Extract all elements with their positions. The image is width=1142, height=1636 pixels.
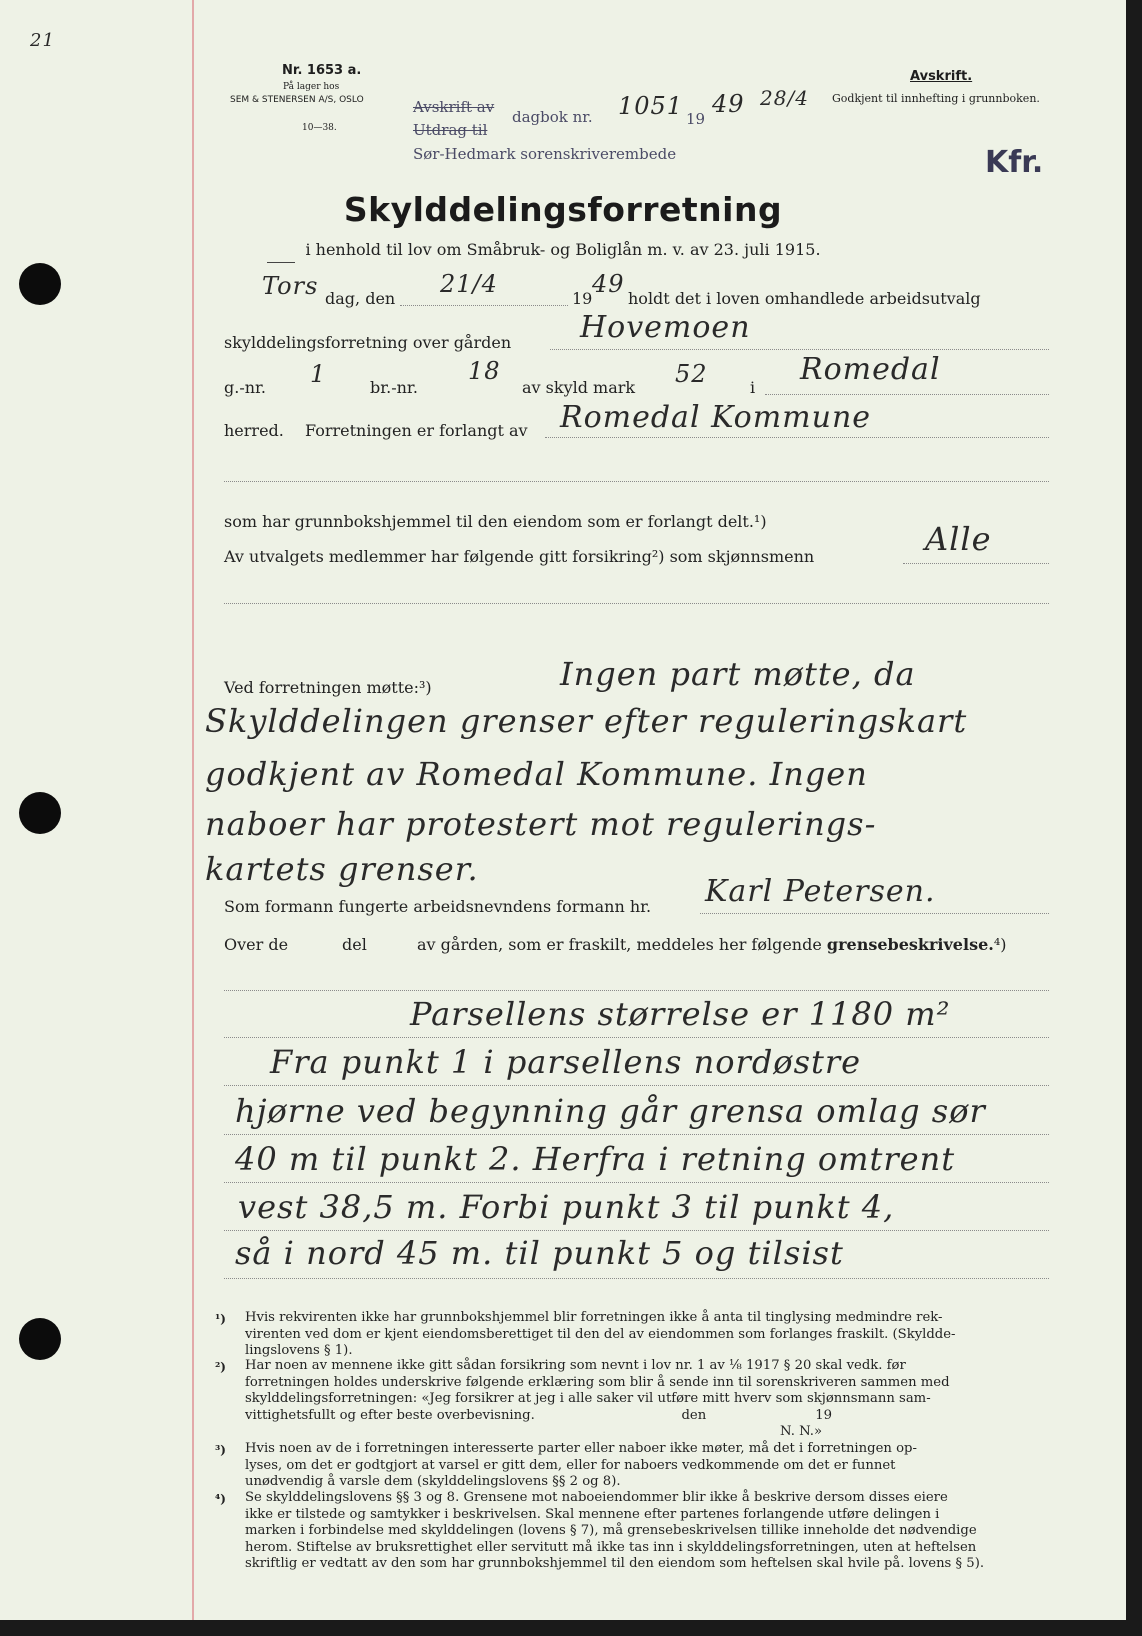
skyld-label: av skyld mark (522, 378, 636, 397)
footnote-3-line-3: unødvendig å varsle dem (skylddelingslovens §§ 2 og 8). (245, 1474, 621, 1489)
printer-line1: På lager hos (283, 82, 340, 92)
grense-hand-line-3: hjørne ved begynning går grensa omlag sør (235, 1092, 986, 1130)
holdt-label: holdt det i loven omhandlede arbeidsutvalg (628, 289, 981, 308)
brnr-value: 18 (468, 357, 501, 385)
stamp-utdrag: Utdrag til (413, 121, 488, 139)
document-title: Skylddelingsforretning (343, 190, 783, 229)
gnr-label: g.-nr. (224, 378, 267, 397)
blank-line-2 (224, 603, 1049, 604)
footnote-2 (245, 1358, 1035, 1441)
footnote-3-num: ³) (215, 1443, 226, 1457)
footnote-1-line-3: lingslovens § 1). (245, 1343, 353, 1358)
grensebeskrivelse-label: grensebeskrivelse. (826, 935, 994, 954)
avskrift-note: Godkjent til innhefting i grunnboken. (832, 92, 1040, 105)
motte-hand-line-3: godkjent av Romedal Kommune. Ingen (205, 755, 868, 793)
grense-line-3 (224, 1134, 1049, 1135)
avskrift-label: Avskrift. (910, 69, 973, 84)
blank-line-3 (224, 990, 1049, 991)
motte-label: Ved forretningen møtte:³) (224, 678, 432, 697)
footnote-2-nn: N. N.» (780, 1424, 823, 1439)
formann-line (700, 913, 1049, 914)
footnote-2-line-4: vittighetsfullt og efter beste overbevisning. den 19 (245, 1407, 833, 1423)
farm-line (550, 349, 1049, 350)
footnote-3-line-1: Hvis noen av de i forretningen interesserte parter eller naboer ikke møter, må det i forretningen op- (245, 1441, 917, 1456)
footnote-1-line-2: virenten ved dom er kjent eiendomsberettiget til den del av eiendommen som forlanges fraskilt. (Skyldde- (245, 1326, 956, 1342)
utvalgets-label: Av utvalgets medlemmer har følgende gitt forsikring²) som skjønnsmenn (224, 547, 815, 566)
dagbok-number: 1051 (618, 92, 684, 120)
herred-hand: Romedal (800, 352, 941, 387)
punch-hole-top (19, 263, 61, 305)
stamp-avskrift-av: Avskrift av (413, 98, 495, 116)
grense-line-6 (224, 1278, 1049, 1279)
printer-line2: SEM & STENERSEN A/S, OSLO (230, 95, 364, 105)
stamp-dagbok: dagbok nr. (512, 108, 593, 126)
page-mark: 21 (30, 30, 55, 51)
farm-name-hand: Hovemoen (580, 310, 751, 345)
document-subtitle: i henhold til lov om Småbruk- og Boliglån m. v. av 23. juli 1915. (305, 240, 821, 259)
grunnbok-label: som har grunnbokshjemmel til den eiendom som er forlangt delt.¹) (224, 512, 767, 531)
over-garden-label: skylddelingsforretning over gården (224, 333, 512, 352)
i-label: i (750, 378, 756, 397)
skyld-value: 52 (675, 360, 708, 388)
footnote-4-line-1: Se skylddelingslovens §§ 3 og 8. Grensene mot naboeiendommer blir ikke å beskrive dersom disses eiere (245, 1490, 948, 1505)
motte-hand-line-5: kartets grenser. (205, 850, 479, 888)
motte-hand-line-2: Skylddelingen grenser efter reguleringskart (205, 702, 968, 740)
grense-line-1 (224, 1037, 1049, 1038)
grense-hand-line-4: 40 m til punkt 2. Herfra i retning omtrent (235, 1140, 956, 1178)
dagbok-year: 49 (712, 90, 745, 118)
grense-line-2 (224, 1085, 1049, 1086)
grense-hand-line-2: Fra punkt 1 i parsellens nordøstre (270, 1043, 862, 1081)
fraskilt-text: av gården, som er fraskilt, meddeles her følgende (417, 935, 822, 954)
footnote-2-line-2: forretningen holdes underskrive følgende erklæring som blir å sende inn til sorenskriveren sammen med (245, 1374, 950, 1390)
over-de-label: Over de (224, 935, 289, 954)
stamp-court: Sør-Hedmark sorenskriverembede (413, 145, 677, 163)
grense-hand-line-5: vest 38,5 m. Forbi punkt 3 til punkt 4, (238, 1188, 895, 1226)
footnote-1 (245, 1310, 1035, 1360)
printer-date: 10—38. (302, 123, 337, 133)
date-hand: 21/4 (440, 270, 498, 298)
gnr-value: 1 (310, 360, 327, 388)
forlangt-hand: Romedal Kommune (560, 400, 872, 435)
dag-den-label: dag, den (325, 289, 396, 308)
fraskilt-label (417, 935, 1006, 954)
footnote-3-line-2: lyses, om det er godtgjort at varsel er gitt dem, eller for naboers vedkommende om det er funnet (245, 1457, 896, 1473)
year-hand: 49 (592, 270, 625, 298)
blank-line-1 (224, 481, 1049, 482)
footnote-4-line-4: herom. Stiftelse av bruksrettighet eller servitutt må ikke tas inn i skylddelingsforretningen, uten at heftelsen (245, 1539, 977, 1555)
forlangt-label: Forretningen er forlangt av (305, 421, 528, 440)
kfr-stamp: Kfr. (985, 145, 1044, 180)
form-number: Nr. 1653 a. (282, 63, 362, 78)
grense-footnote-ref: ⁴) (993, 935, 1007, 954)
del-label: del (342, 935, 367, 954)
motte-hand-line-1: Ingen part møtte, da (560, 655, 916, 693)
motte-hand-line-4: naboer har protestert mot regulerings- (205, 805, 877, 843)
footnote-1-line-1: Hvis rekvirenten ikke har grunnbokshjemmel blir forretningen ikke å anta til tinglysing medmindre rek- (245, 1310, 943, 1325)
formann-label: Som formann fungerte arbeidsnevndens formann hr. (224, 897, 652, 916)
forlangt-line (545, 437, 1049, 438)
skjonnsmenn-line (903, 563, 1049, 564)
footnote-2-num: ²) (215, 1360, 226, 1374)
grense-hand-line-1: Parsellens størrelse er 1180 m² (410, 995, 951, 1033)
title-dash (267, 262, 295, 263)
footnote-4-line-3: marken i forbindelse med skylddelingen (lovens § 7), må grensebeskrivelsen tillike inneholde det nødvendige (245, 1523, 977, 1538)
herred-label: herred. (224, 421, 284, 440)
formann-hand: Karl Petersen. (705, 874, 936, 909)
stamp-year-prefix: 19 (686, 110, 706, 128)
herred-line (765, 394, 1049, 395)
punch-hole-bottom (19, 1318, 61, 1360)
grense-line-5 (224, 1230, 1049, 1231)
brnr-label: br.-nr. (370, 378, 418, 397)
footnote-2-line-1: Har noen av mennene ikke gitt sådan forsikring som nevnt i lov nr. 1 av ⅛ 1917 § 20 skal vedk. før (245, 1358, 906, 1373)
footnote-4-num: ⁴) (215, 1492, 226, 1506)
year-prefix: 19 (572, 289, 593, 308)
footnote-4-line-2: ikke er tilstede og samtykker i beskrivelsen. Skal mennene efter partenes forlangende utføre delingen i (245, 1506, 940, 1522)
skjonnsmenn-hand: Alle (925, 520, 992, 558)
dagbok-date: 28/4 (760, 86, 809, 110)
weekday-hand: Tors (262, 272, 319, 300)
footnote-1-num: ¹) (215, 1312, 226, 1326)
grense-hand-line-6: så i nord 45 m. til punkt 5 og tilsist (235, 1234, 844, 1272)
punch-hole-middle (19, 792, 61, 834)
footnote-4-line-5: skriftlig er vedtatt av den som har grunnbokshjemmel til den eiendom som heftelsen skal hvile på. lovens § 5). (245, 1556, 985, 1571)
date-line (400, 305, 568, 306)
grense-line-4 (224, 1182, 1049, 1183)
footnote-4 (245, 1490, 1035, 1573)
footnote-3 (245, 1441, 1035, 1491)
footnote-2-line-3: skylddelingsforretningen: «Jeg forsikrer at jeg i alle saker vil utføre mitt hverv som skjønnsmann sam- (245, 1391, 931, 1406)
